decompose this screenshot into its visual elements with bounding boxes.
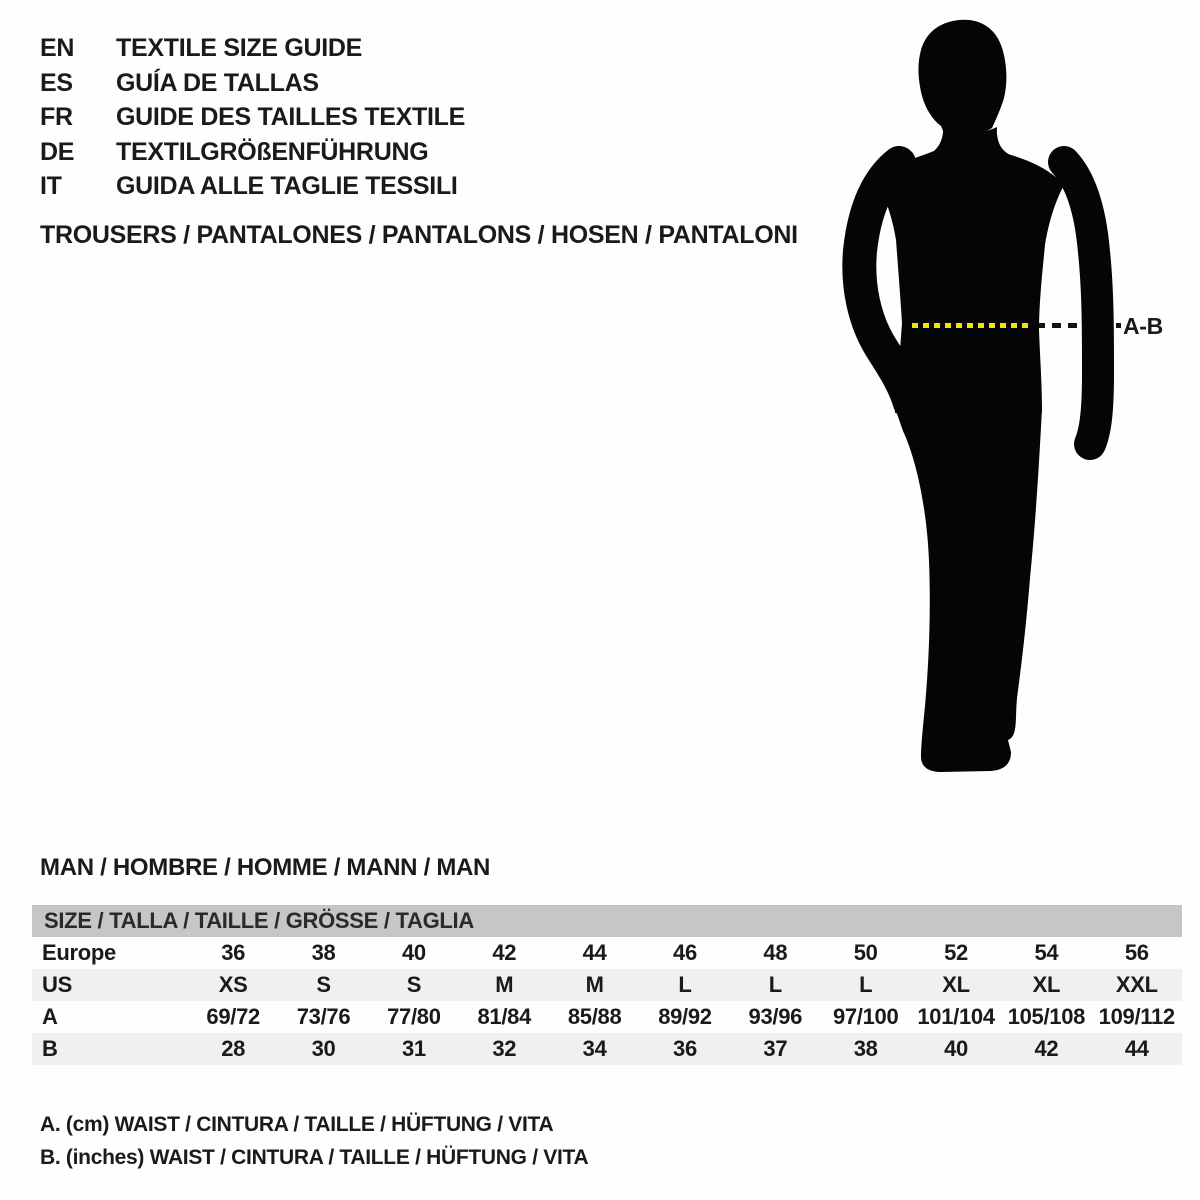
table-cell: 31	[401, 1036, 426, 1061]
table-cell: 54	[1034, 940, 1059, 965]
guide-title: GUÍA DE TALLAS	[116, 68, 319, 97]
table-cell: 50	[853, 940, 878, 965]
note-waist-cm: A. (cm) WAIST / CINTURA / TAILLE / HÜFTUNG / VITA	[40, 1113, 554, 1136]
table-cell: 44	[582, 940, 607, 965]
table-cell: 46	[673, 940, 697, 965]
language-row-it	[40, 169, 465, 204]
silhouette-right-arm	[1064, 162, 1098, 444]
table-cell: 89/92	[658, 1004, 712, 1029]
table-row-us	[32, 969, 1182, 1001]
man-silhouette	[840, 12, 1150, 774]
table-cell: M	[585, 972, 604, 997]
table-cell: 36	[221, 940, 246, 965]
silhouette-legs	[895, 408, 1042, 772]
table-cell: 42	[1034, 1036, 1059, 1061]
table-cell: L	[678, 972, 692, 997]
table-cell: 36	[673, 1036, 697, 1061]
language-code: EN	[40, 34, 75, 62]
table-cell: 81/84	[477, 1004, 532, 1029]
table-cell: 38	[311, 940, 336, 965]
measurement-label: A-B	[1123, 313, 1163, 339]
table-cell: L	[859, 972, 873, 997]
size-table-rows	[32, 937, 1182, 1065]
waist-measure-dotted-line	[912, 323, 1031, 328]
guide-title: GUIDE DES TAILLES TEXTILE	[116, 103, 466, 131]
row-label: A	[42, 1004, 58, 1029]
table-cell: 30	[311, 1036, 336, 1061]
table-cell: XL	[1032, 972, 1061, 997]
table-cell: L	[768, 972, 782, 997]
table-cell: 37	[763, 1036, 788, 1061]
language-title-list	[40, 31, 465, 204]
category-heading: TROUSERS / PANTALONES / PANTALONS / HOSEN / PANTALONI	[40, 221, 798, 249]
guide-title: TEXTILE SIZE GUIDE	[116, 34, 363, 62]
table-cell: 93/96	[748, 1004, 803, 1029]
table-cell: 34	[582, 1036, 607, 1061]
row-label: US	[42, 972, 72, 997]
table-cell: 97/100	[832, 1004, 899, 1029]
language-row-de	[40, 135, 465, 170]
row-label: B	[42, 1036, 58, 1061]
table-cell: 42	[492, 940, 517, 965]
table-cell: 109/112	[1098, 1004, 1175, 1029]
table-cell: XS	[218, 972, 248, 997]
table-cell: 40	[944, 1036, 968, 1061]
table-cell: XL	[942, 972, 970, 997]
language-code: FR	[40, 103, 73, 131]
language-code: ES	[40, 68, 73, 97]
table-cell: 48	[763, 940, 788, 965]
table-cell: 69/72	[206, 1004, 260, 1029]
language-row-en	[40, 31, 465, 66]
table-row-europe	[32, 937, 1182, 969]
table-cell: 38	[853, 1036, 878, 1061]
table-cell: S	[406, 972, 422, 997]
size-table-header: SIZE / TALLA / TAILLE / GRÖSSE / TAGLIA	[32, 905, 1182, 937]
table-cell: 101/104	[917, 1004, 995, 1029]
section-title-man: MAN / HOMBRE / HOMME / MANN / MAN	[40, 854, 491, 881]
language-code: IT	[40, 172, 62, 200]
size-table	[32, 905, 1182, 1065]
table-cell: 32	[492, 1036, 517, 1061]
table-cell: 28	[221, 1036, 246, 1061]
man-silhouette-svg	[840, 12, 1150, 774]
table-cell: 105/108	[1007, 1004, 1086, 1029]
table-cell: M	[495, 972, 514, 997]
row-label: Europe	[42, 940, 116, 965]
table-cell: 56	[1124, 940, 1149, 965]
table-cell: XXL	[1115, 972, 1158, 997]
table-cell: 40	[401, 940, 426, 965]
language-row-fr	[40, 100, 465, 135]
table-cell: 73/76	[296, 1004, 351, 1029]
table-row-b	[32, 1033, 1182, 1065]
table-cell: S	[316, 972, 331, 997]
table-cell: 77/80	[387, 1004, 441, 1029]
note-waist-inches: B. (inches) WAIST / CINTURA / TAILLE / HÜFTUNG / VITA	[40, 1146, 589, 1169]
table-cell: 44	[1124, 1036, 1149, 1061]
table-cell: 85/88	[567, 1004, 622, 1029]
guide-title: TEXTILGRÖßENFÜHRUNG	[116, 137, 429, 166]
table-row-a	[32, 1001, 1182, 1033]
table-cell: 52	[944, 940, 968, 965]
silhouette-head	[918, 20, 1006, 136]
language-code: DE	[40, 137, 75, 166]
guide-title: GUIDA ALLE TAGLIE TESSILI	[116, 172, 458, 200]
language-row-es	[40, 66, 465, 101]
